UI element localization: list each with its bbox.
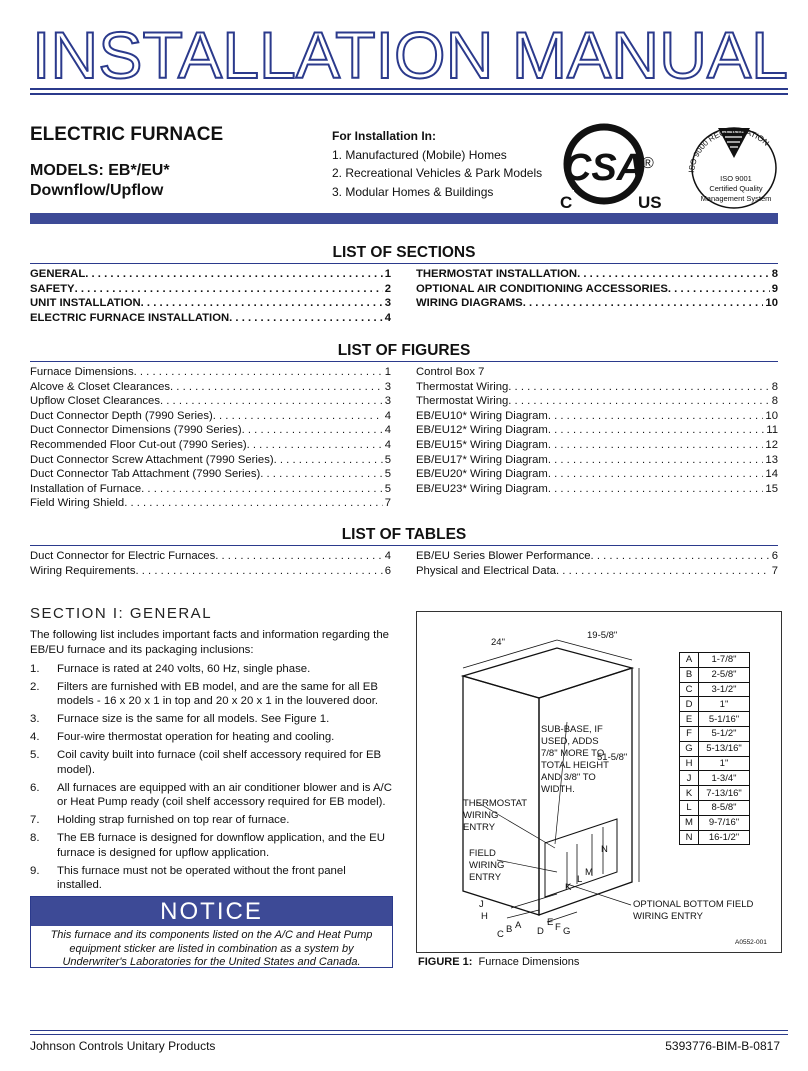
toc-label: SAFETY — [30, 282, 75, 295]
dim-key: A — [680, 653, 699, 668]
toc-page: 4 — [384, 311, 391, 324]
toc-entry[interactable] — [416, 549, 778, 564]
toc-page: 10 — [765, 297, 778, 310]
toc-page: 4 — [384, 438, 391, 451]
list-item: 6. All furnaces are equipped with an air conditioner blower and is A/C or Heat Pump ready (coil shelf accessory required for EB model). — [30, 781, 392, 809]
toc-page: 9 — [771, 282, 778, 295]
toc-label: Upflow Closet Clearances — [30, 395, 160, 408]
table-row — [680, 726, 750, 741]
toc-entry[interactable] — [30, 549, 391, 564]
dim-key: D — [680, 697, 699, 712]
figures-right-column — [416, 365, 778, 496]
field-entry-label: FIELD WIRING ENTRY — [469, 848, 505, 883]
footer-rule-2 — [30, 1034, 788, 1035]
dim-key: E — [680, 712, 699, 727]
toc-entry[interactable] — [30, 267, 391, 282]
toc-entry[interactable] — [416, 394, 778, 409]
table-row — [680, 697, 750, 712]
list-item: 4. Four-wire thermostat operation for heating and cooling. — [30, 731, 335, 744]
toc-label: Duct Connector Depth (7990 Series) — [30, 409, 213, 422]
toc-page: 4 — [384, 424, 391, 437]
toc-entry[interactable] — [30, 365, 391, 380]
dim-key: F — [680, 726, 699, 741]
toc-label: Thermostat Wiring — [416, 395, 509, 408]
toc-page: 6 — [771, 550, 778, 562]
toc-entry[interactable] — [416, 380, 778, 395]
installation-item: 2. Recreational Vehicles & Park Models — [332, 166, 543, 181]
dim-key: L — [680, 800, 699, 815]
toc-page: 3 — [384, 395, 391, 408]
footer-rule-1 — [30, 1030, 788, 1031]
dim-letter-m: M — [585, 867, 593, 878]
toc-label: Control Box 7 — [416, 366, 485, 378]
toc-label: Installation of Furnace — [30, 482, 142, 495]
toc-page: 5 — [384, 453, 391, 466]
toc-label: OPTIONAL AIR CONDITIONING ACCESSORIES — [416, 282, 668, 295]
toc-entry[interactable] — [30, 311, 391, 326]
toc-entry[interactable] — [416, 438, 778, 453]
dim-key: H — [680, 756, 699, 771]
dim-width-label: 24" — [491, 637, 505, 648]
figure1-caption: FIGURE 1: Furnace Dimensions — [418, 956, 580, 968]
dim-value: 8-5/8" — [699, 800, 750, 815]
notice-text: This furnace and its components listed on the A/C and Heat Pump equipment sticker are listed in combination as a system by Underwriter's Laboratories for the United States and Canada. — [50, 929, 373, 968]
toc-page: 15 — [765, 482, 778, 495]
dim-letter-e: E — [547, 917, 554, 928]
table-row — [680, 815, 750, 830]
dim-value: 1-3/4" — [699, 771, 750, 786]
dim-letter-k: K — [565, 882, 572, 893]
toc-page: 13 — [765, 453, 778, 466]
list-item: 1. Furnace is rated at 240 volts, 60 Hz, single phase. — [30, 663, 311, 675]
list-item: 9. This furnace must not be operated without the front panel installed. — [30, 864, 346, 892]
dim-letter-a: A — [515, 920, 522, 931]
toc-label: EB/EU Series Blower Performance — [416, 550, 591, 562]
sections-left-column — [30, 267, 391, 325]
sections-rule — [30, 263, 778, 264]
toc-label: EB/EU15* Wiring Diagram — [416, 438, 548, 451]
table-row — [680, 756, 750, 771]
iso-line2: Certified Quality — [709, 184, 763, 193]
footer-doc-number: 5393776-BIM-B-0817 — [665, 1039, 780, 1053]
toc-entry[interactable] — [30, 296, 391, 311]
list-item: 3. Furnace size is the same for all models. See Figure 1. — [30, 713, 330, 726]
dimensions-table — [679, 652, 750, 845]
toc-label: Duct Connector for Electric Furnaces — [30, 550, 216, 562]
table-row — [680, 682, 750, 697]
toc-label: Duct Connector Screw Attachment (7990 Series) — [30, 453, 274, 466]
csa-c: C — [560, 193, 573, 212]
toc-label: EB/EU23* Wiring Diagram — [416, 482, 548, 495]
list-item: 5. Coil cavity built into furnace (coil shelf accessory required for EB model). — [30, 749, 382, 776]
list-of-tables-heading: LIST OF TABLES — [341, 526, 467, 543]
toc-label: EB/EU20* Wiring Diagram — [416, 468, 548, 481]
dim-value: 1" — [699, 756, 750, 771]
notice-box — [30, 896, 393, 968]
toc-page: 4 — [384, 550, 391, 562]
toc-page: 2 — [384, 282, 391, 295]
table-row — [680, 800, 750, 815]
toc-entry[interactable] — [30, 409, 391, 424]
toc-entry[interactable] — [416, 267, 778, 282]
toc-label: Duct Connector Tab Attachment (7990 Series) — [30, 468, 261, 481]
dim-letter-f: F — [555, 922, 561, 933]
tables-rule — [30, 545, 778, 546]
toc-page: 8 — [771, 380, 778, 393]
toc-entry[interactable] — [30, 380, 391, 395]
toc-page: 3 — [384, 380, 391, 393]
header-bottom-bar — [30, 213, 778, 224]
manual-title: INSTALLATION MANUAL — [32, 26, 789, 84]
toc-entry[interactable] — [30, 453, 391, 468]
csa-us: US — [638, 193, 662, 212]
dim-depth-label: 19-5/8" — [587, 630, 618, 641]
toc-entry[interactable] — [30, 467, 391, 482]
toc-entry[interactable] — [416, 453, 778, 468]
dim-key: C — [680, 682, 699, 697]
general-intro: The following list includes important facts and information regarding the EB/EU furnace and its packaging inclusions: — [30, 629, 389, 656]
toc-label: Thermostat Wiring — [416, 380, 509, 393]
footer-company: Johnson Controls Unitary Products — [30, 1039, 216, 1053]
toc-page: 3 — [384, 297, 391, 310]
figures-left-column — [30, 365, 391, 511]
table-row — [680, 830, 750, 845]
product-models — [30, 161, 170, 201]
dim-value: 5-1/16" — [699, 712, 750, 727]
toc-entry[interactable] — [30, 496, 391, 511]
toc-label: ELECTRIC FURNACE INSTALLATION — [30, 311, 230, 324]
toc-page: 7 — [384, 497, 391, 510]
list-of-figures-heading: LIST OF FIGURES — [337, 342, 471, 359]
toc-entry[interactable] — [30, 564, 391, 579]
toc-label: EB/EU17* Wiring Diagram — [416, 453, 548, 466]
tables-right-column — [416, 549, 778, 578]
dim-value: 1-7/8" — [699, 653, 750, 668]
figures-rule — [30, 361, 778, 362]
header-rule-2 — [30, 93, 788, 95]
dim-letter-l: L — [577, 874, 583, 885]
dim-value: 5-1/2" — [699, 726, 750, 741]
toc-label: WIRING DIAGRAMS — [416, 297, 523, 310]
figure-furnace-dimensions — [416, 611, 782, 953]
toc-page: 1 — [384, 366, 391, 378]
toc-page: 4 — [384, 409, 391, 422]
toc-entry[interactable] — [30, 423, 391, 438]
list-of-sections-heading: LIST OF SECTIONS — [332, 244, 476, 261]
dim-value: 5-13/16" — [699, 741, 750, 756]
dim-letter-c: C — [497, 929, 504, 940]
toc-label: Recommended Floor Cut-out (7990 Series) — [30, 438, 247, 451]
dim-value: 2-5/8" — [699, 667, 750, 682]
header-rule-1 — [30, 88, 788, 90]
registered-mark: ® — [642, 155, 654, 172]
toc-entry[interactable] — [30, 482, 391, 497]
iso-ring-text: ISO 9000 REGISGRATION — [687, 126, 771, 174]
csa-letters: CSA — [563, 147, 645, 189]
toc-page: 12 — [765, 438, 778, 451]
manual-title-banner — [30, 26, 790, 84]
general-list — [30, 662, 392, 896]
toc-page: 8 — [771, 268, 778, 280]
list-item: 2. Filters are furnished with EB model, and are the same for all EB models - 16 x 20 x 1 in top and 20 x 20 x 1 in the louvered door. — [30, 680, 379, 708]
toc-entry[interactable] — [416, 365, 778, 380]
dim-value: 1" — [699, 697, 750, 712]
dim-letter-j: J — [479, 899, 484, 910]
toc-page: 8 — [771, 395, 778, 408]
dim-height-label: 51-5/8" — [597, 752, 628, 763]
notice-heading: NOTICE — [31, 897, 392, 926]
toc-entry[interactable] — [416, 409, 778, 424]
toc-label: Alcove & Closet Clearances — [30, 380, 171, 393]
installation-heading: For Installation In: — [332, 129, 436, 143]
toc-entry[interactable] — [416, 467, 778, 482]
toc-label: Furnace Dimensions — [30, 366, 134, 378]
installation-list — [332, 146, 542, 201]
toc-page: 10 — [765, 409, 778, 422]
toc-entry[interactable] — [30, 282, 391, 297]
toc-page: 7 — [771, 564, 778, 577]
installation-item: 3. Modular Homes & Buildings — [332, 184, 494, 199]
bottom-entry-label: OPTIONAL BOTTOM FIELD WIRING ENTRY — [633, 899, 754, 922]
dim-value: 16-1/2" — [699, 830, 750, 845]
dim-key: B — [680, 667, 699, 682]
thermostat-entry-label: THERMOSTAT WIRING ENTRY — [463, 798, 527, 833]
dim-letter-h: H — [481, 911, 488, 922]
toc-label: Physical and Electrical Data — [416, 564, 557, 577]
toc-entry[interactable] — [416, 296, 778, 311]
toc-page: 14 — [765, 468, 778, 481]
iso-logo — [684, 118, 784, 212]
config-line: Downflow/Upflow — [30, 182, 164, 199]
dim-value: 9-7/16" — [699, 815, 750, 830]
drawing-number: A0552-001 — [735, 939, 767, 946]
list-item: 7. Holding strap furnished on top rear of furnace. — [30, 814, 290, 827]
toc-label: EB/EU10* Wiring Diagram — [416, 409, 548, 422]
subbase-note: SUB-BASE, IF USED, ADDS 7/8" MORE TO TOTAL HEIGHT AND 3/8" TO WIDTH. — [541, 724, 609, 795]
installation-item: 1. Manufactured (Mobile) Homes — [332, 148, 507, 162]
table-row — [680, 712, 750, 727]
toc-label: Wiring Requirements — [30, 564, 136, 577]
dim-letter-g: G — [563, 926, 571, 937]
models-line: MODELS: EB*/EU* — [30, 162, 170, 179]
dim-key: G — [680, 741, 699, 756]
table-row — [680, 771, 750, 786]
dim-value: 7-13/16" — [699, 786, 750, 801]
iso-line1: ISO 9001 — [720, 174, 752, 183]
toc-page: 5 — [384, 468, 391, 481]
table-row — [680, 786, 750, 801]
toc-label: Duct Connector Dimensions (7990 Series) — [30, 424, 242, 437]
dim-letter-n: N — [601, 844, 608, 855]
toc-page: 5 — [384, 482, 391, 495]
toc-page: 11 — [766, 424, 778, 437]
toc-label: UNIT INSTALLATION — [30, 297, 141, 310]
tables-left-column — [30, 549, 391, 578]
dim-key: K — [680, 786, 699, 801]
product-title: ELECTRIC FURNACE — [30, 124, 224, 145]
iso-line3: Management System — [700, 194, 772, 203]
dim-key: J — [680, 771, 699, 786]
dim-key: M — [680, 815, 699, 830]
csa-logo — [556, 118, 666, 214]
toc-label: GENERAL — [30, 268, 86, 280]
dim-letter-d: D — [537, 926, 544, 937]
toc-entry[interactable] — [416, 482, 778, 497]
toc-label: Field Wiring Shield — [30, 497, 125, 510]
sections-right-column — [416, 267, 778, 311]
toc-label: THERMOSTAT INSTALLATION — [416, 268, 578, 280]
list-item: 8. The EB furnace is designed for downflow application, and the EU furnace is designed for upflow application. — [30, 832, 385, 859]
section-general-title: SECTION I: GENERAL — [30, 605, 213, 622]
toc-entry[interactable] — [30, 438, 391, 453]
dim-letter-b: B — [506, 924, 513, 935]
toc-entry[interactable] — [30, 394, 391, 409]
toc-page: 1 — [384, 268, 391, 280]
table-row — [680, 741, 750, 756]
toc-entry[interactable] — [416, 282, 778, 297]
toc-page: 6 — [384, 564, 391, 577]
dim-key: N — [680, 830, 699, 845]
toc-entry[interactable] — [416, 564, 778, 579]
toc-entry[interactable] — [416, 423, 778, 438]
table-row — [680, 667, 750, 682]
dim-value: 3-1/2" — [699, 682, 750, 697]
toc-label: EB/EU12* Wiring Diagram — [416, 424, 548, 437]
table-row — [680, 653, 750, 668]
